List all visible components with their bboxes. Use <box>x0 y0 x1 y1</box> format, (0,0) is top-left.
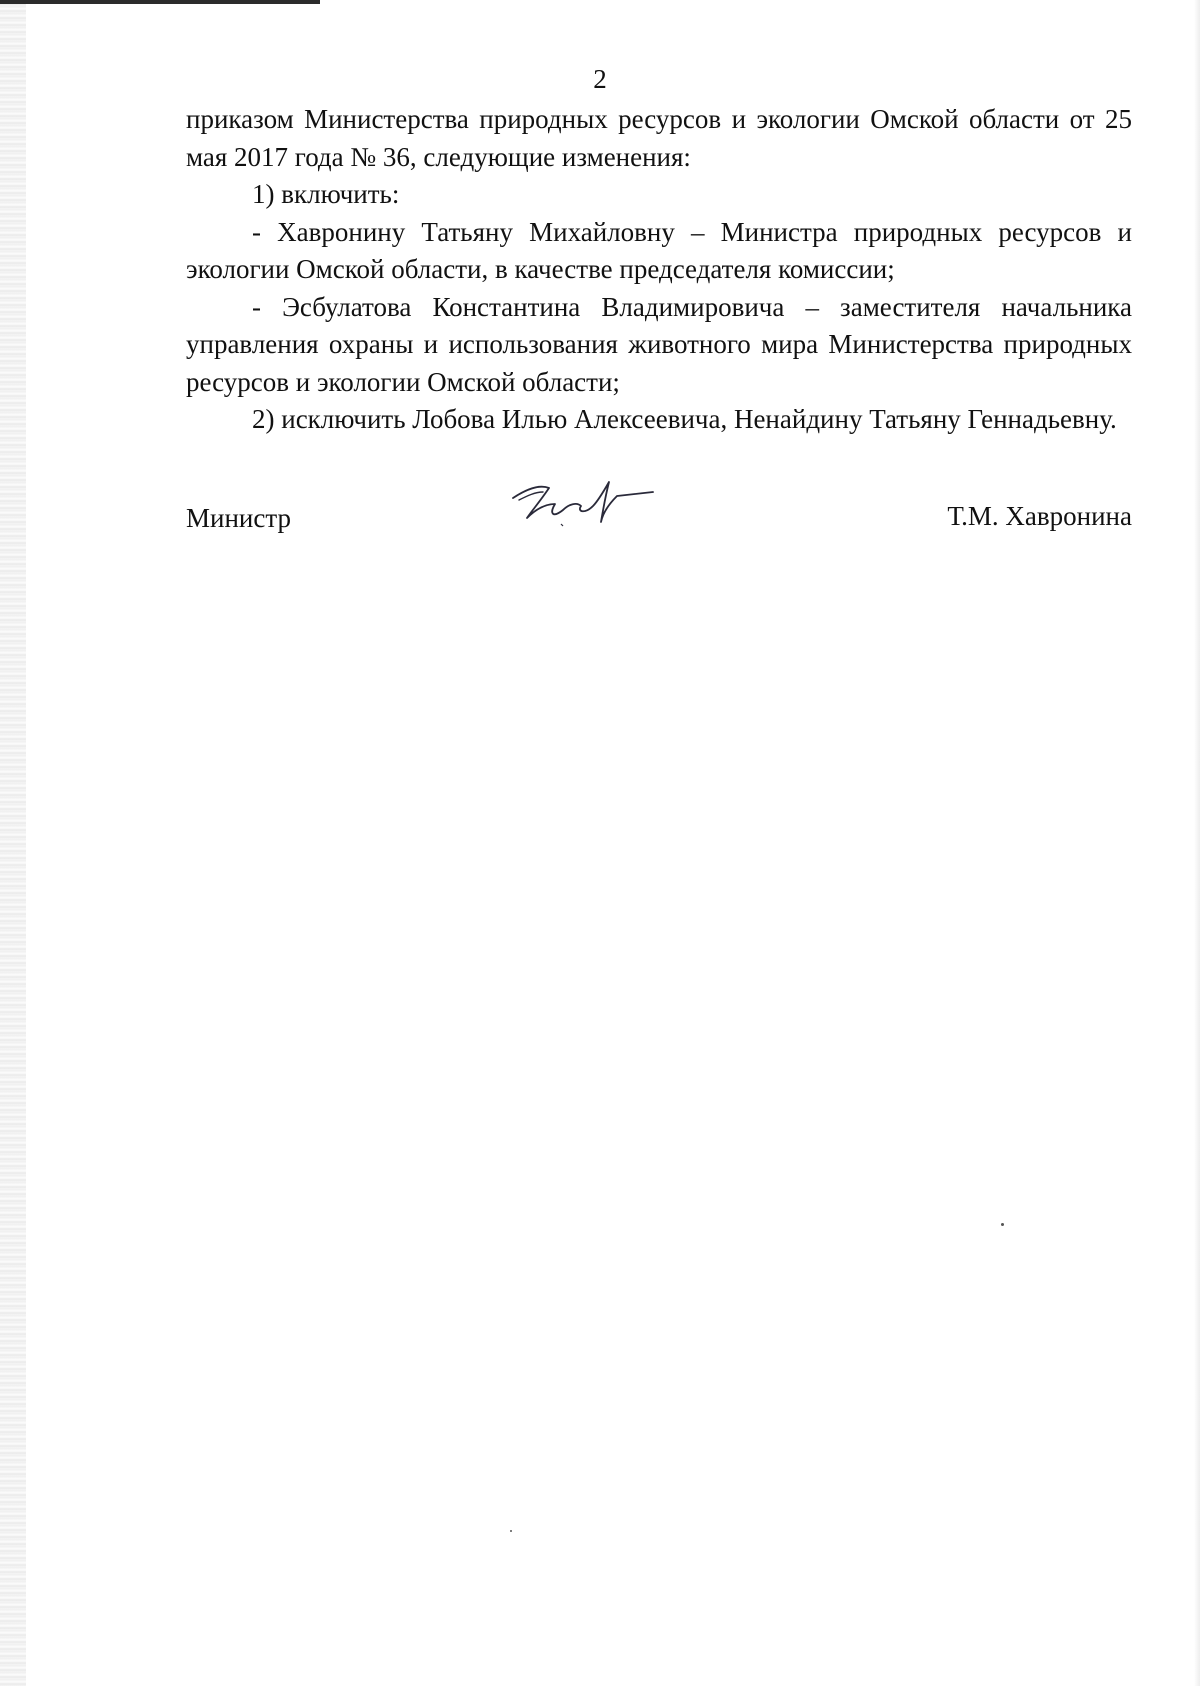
paragraph-include-heading: 1) включить: <box>252 179 400 209</box>
paragraph-exclude: 2) исключить Лобова Илью Алексеевича, Ненайдину Татьяну Геннадьевну. <box>252 404 1117 434</box>
document-body <box>186 101 1132 439</box>
handwritten-signature <box>505 470 685 540</box>
signatory-name: Т.М. Хавронина <box>947 501 1132 531</box>
paragraph-include-khavronina: - Хавронину Татьяну Михайловну – Министра природных ресурсов и экологии Омской области, в качестве председателя комиссии; <box>186 216 1132 284</box>
paragraph-intro: приказом Министерства природных ресурсов и экологии Омской области от 25 мая 2017 года № 36, следующие изменения: <box>186 104 1132 172</box>
scan-right-edge <box>1194 0 1200 1686</box>
paragraph-include-esbulatov: - Эсбулатова Константина Владимировича – заместителя начальника управления охраны и использования животного мира Министерства природных ресурсов и экологии Омской области; <box>186 291 1132 397</box>
scan-speck <box>1001 1223 1004 1226</box>
scan-top-edge <box>0 0 320 4</box>
scan-speck <box>510 1530 512 1532</box>
page-number: 2 <box>593 64 607 94</box>
signatory-title: Министр <box>186 503 291 533</box>
scan-left-edge <box>0 0 26 1686</box>
